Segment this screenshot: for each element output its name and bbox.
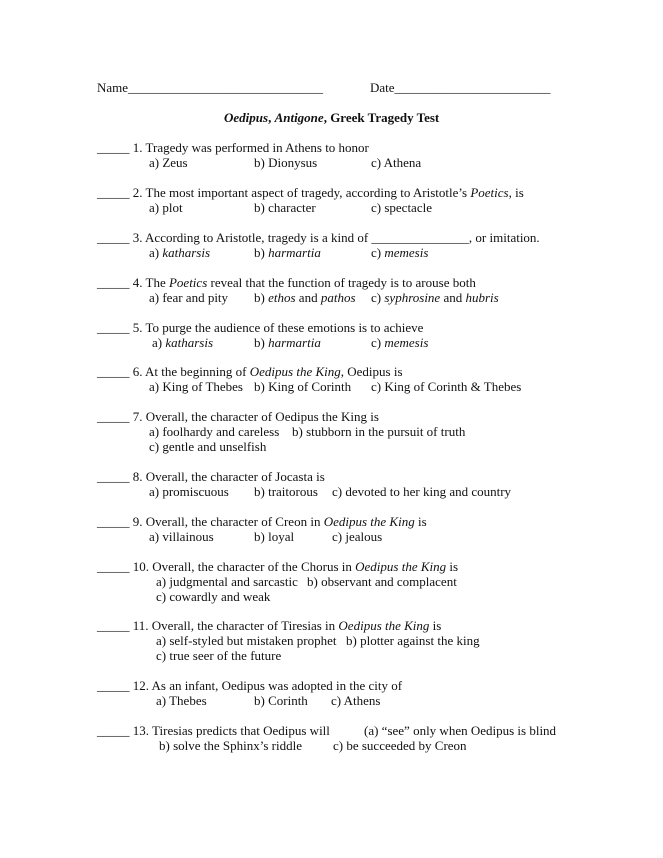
option-b: b) stubborn in the pursuit of truth — [292, 424, 466, 439]
question-text: Overall, the character of Tiresias in — [151, 618, 339, 633]
question-text-end: , is — [508, 185, 524, 200]
question-1 — [97, 140, 369, 155]
answer-blank[interactable]: _____ — [97, 364, 130, 379]
question-text-italic: Poetics — [470, 185, 509, 200]
question-number: 8. — [132, 469, 143, 484]
answer-blank[interactable]: _____ — [97, 559, 130, 574]
question-text: The — [145, 275, 169, 290]
question-number: 6. — [132, 364, 143, 379]
question-text-end: is — [414, 514, 427, 529]
question-text: The most important aspect of tragedy, according to Aristotle’s — [145, 185, 471, 200]
option-a: a) Zeus — [149, 155, 188, 170]
answer-blank[interactable]: _____ — [97, 469, 130, 484]
option-c: c) Athens — [331, 693, 381, 708]
answer-blank[interactable]: _____ — [97, 678, 130, 693]
option-b: b) loyal — [254, 529, 295, 544]
question-text-end: reveal that the function of tragedy is to arouse both — [207, 275, 476, 290]
answer-blank[interactable]: _____ — [97, 140, 130, 155]
option-b: b) King of Corinth — [254, 379, 352, 394]
option-c: c) jealous — [332, 529, 383, 544]
question-number: 12. — [132, 678, 149, 693]
option-a: (a) “see” only when Oedipus is blind — [364, 723, 557, 738]
question-number: 2. — [132, 185, 143, 200]
question-2 — [97, 185, 524, 200]
question-text-end: is — [429, 618, 442, 633]
option-c: c) true seer of the future — [156, 648, 282, 663]
question-text-italic: Oedipus the King — [323, 514, 415, 529]
answer-blank[interactable]: _____ — [97, 230, 130, 245]
question-3 — [97, 230, 540, 245]
question-7 — [97, 409, 379, 424]
question-number: 5. — [132, 320, 143, 335]
question-text-italic: Oedipus the King — [355, 559, 447, 574]
option-a: a) villainous — [149, 529, 214, 544]
option-b: b) ethos and pathos — [254, 290, 356, 305]
option-c: c) spectacle — [371, 200, 432, 215]
question-6 — [97, 364, 403, 379]
question-text: Overall, the character of Creon in — [145, 514, 324, 529]
question-text: Overall, the character of the Chorus in — [152, 559, 356, 574]
question-number: 3. — [132, 230, 143, 245]
option-b: b) observant and complacent — [307, 574, 457, 589]
answer-blank[interactable]: _____ — [97, 185, 130, 200]
question-number: 9. — [132, 514, 143, 529]
answer-blank[interactable]: _____ — [97, 514, 130, 529]
option-a: a) plot — [149, 200, 183, 215]
option-a: a) Thebes — [156, 693, 207, 708]
question-number: 10. — [132, 559, 149, 574]
option-c: c) Athena — [371, 155, 422, 170]
option-a: a) self-styled but mistaken prophet — [156, 633, 337, 648]
option-b: b) plotter against the king — [346, 633, 480, 648]
question-11 — [97, 618, 441, 633]
option-c: c) memesis — [371, 245, 429, 260]
answer-blank[interactable]: _____ — [97, 275, 130, 290]
question-13 — [97, 723, 330, 738]
option-a: a) foolhardy and careless — [149, 424, 280, 439]
question-5 — [97, 320, 423, 335]
option-b: b) character — [254, 200, 316, 215]
question-text: To purge the audience of these emotions is to achieve — [145, 320, 424, 335]
option-b: b) traitorous — [254, 484, 318, 499]
question-8 — [97, 469, 325, 484]
option-c: c) memesis — [371, 335, 429, 350]
option-c: c) cowardly and weak — [156, 589, 271, 604]
question-text: At the beginning of — [145, 364, 250, 379]
option-c: c) syphrosine and hubris — [371, 290, 499, 305]
question-text-end: , Oedipus is — [340, 364, 403, 379]
name-field-label: Name______________________________ — [97, 80, 324, 95]
answer-blank[interactable]: _____ — [97, 409, 130, 424]
question-number: 13. — [132, 723, 149, 738]
option-b: b) solve the Sphinx’s riddle — [159, 738, 302, 753]
question-text: Tragedy was performed in Athens to honor — [145, 140, 369, 155]
question-text: Overall, the character of Oedipus the King is — [145, 409, 379, 424]
option-c: c) gentle and unselfish — [149, 439, 267, 454]
question-text: According to Aristotle, tragedy is a kind of _______________, or imitation. — [145, 230, 540, 245]
title-oedipus: Oedipus — [224, 110, 269, 125]
question-text: As an infant, Oedipus was adopted in the city of — [151, 678, 403, 693]
option-a: a) judgmental and sarcastic — [156, 574, 298, 589]
option-b: b) harmartia — [254, 245, 321, 260]
question-10 — [97, 559, 458, 574]
title-rest: , Greek Tragedy Test — [323, 110, 440, 125]
question-number: 7. — [132, 409, 143, 424]
question-12 — [97, 678, 402, 693]
option-a: a) fear and pity — [149, 290, 229, 305]
title-antigone: Antigone — [274, 110, 324, 125]
test-title — [224, 110, 439, 125]
question-number: 1. — [132, 140, 143, 155]
question-9 — [97, 514, 427, 529]
answer-blank[interactable]: _____ — [97, 320, 130, 335]
title-separator: , — [268, 110, 275, 125]
date-field-label: Date________________________ — [370, 80, 551, 95]
question-text: Tiresias predicts that Oedipus will — [152, 723, 330, 738]
question-number: 11. — [132, 618, 149, 633]
question-text-end: is — [446, 559, 459, 574]
option-a: a) promiscuous — [149, 484, 229, 499]
option-a: a) katharsis — [152, 335, 214, 350]
question-4 — [97, 275, 476, 290]
option-b: b) Corinth — [254, 693, 308, 708]
option-c: c) King of Corinth & Thebes — [371, 379, 522, 394]
option-c: c) devoted to her king and country — [332, 484, 512, 499]
answer-blank[interactable]: _____ — [97, 723, 130, 738]
question-text: Overall, the character of Jocasta is — [145, 469, 325, 484]
question-text-italic: Oedipus the King — [338, 618, 430, 633]
question-number: 4. — [132, 275, 143, 290]
question-text-italic: Poetics — [168, 275, 208, 290]
option-b: b) Dionysus — [254, 155, 318, 170]
option-a: a) King of Thebes — [149, 379, 243, 394]
option-b: b) harmartia — [254, 335, 321, 350]
option-a: a) katharsis — [149, 245, 211, 260]
option-c: c) be succeeded by Creon — [333, 738, 467, 753]
answer-blank[interactable]: _____ — [97, 618, 130, 633]
question-text-italic: Oedipus the King — [249, 364, 341, 379]
